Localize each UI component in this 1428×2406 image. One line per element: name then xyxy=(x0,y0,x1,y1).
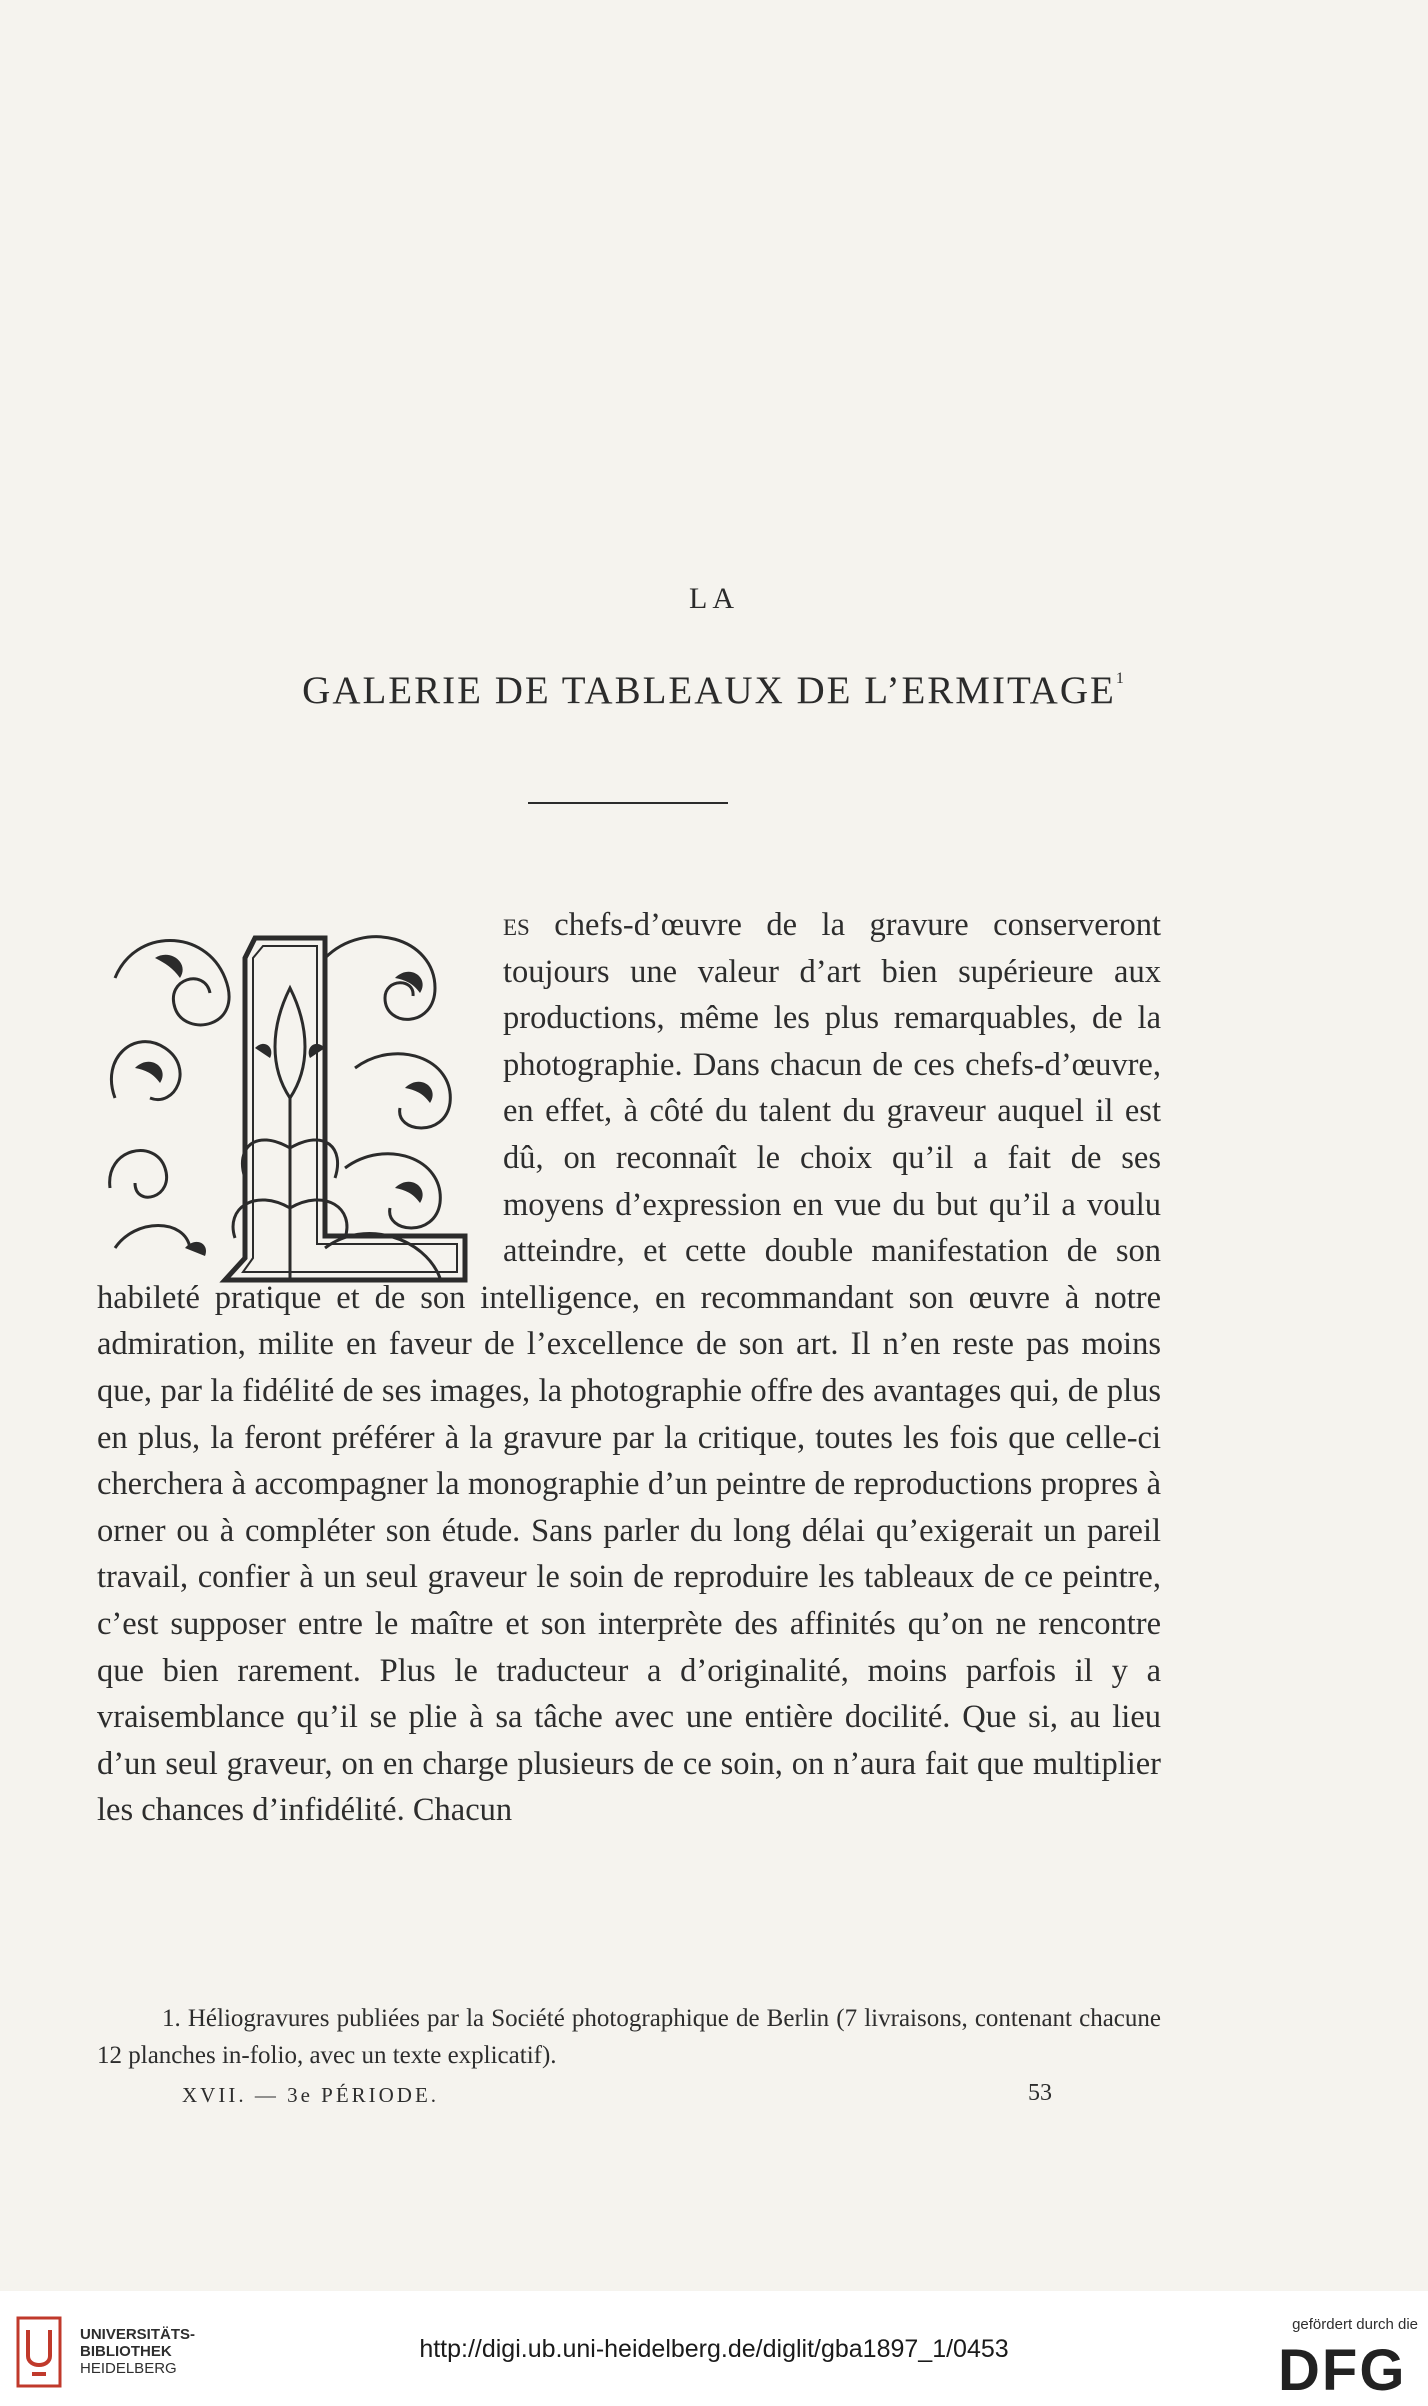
footnote xyxy=(97,2000,1161,2074)
permalink-url[interactable]: http://digi.ub.uni-heidelberg.de/diglit/gba1897_1/0453 xyxy=(419,2335,1009,2363)
body-paragraph-text: chefs-d’œuvre de la gravure conserveront toujours une valeur d’art bien supérieure aux productions, même les plus remarquables, de la photographie. Dans chacun de ces chefs-d’œuvre, en effet, à côté du talent du graveur auquel il est dû, on reconnaît le choix qu’il a fait de ses moyens d’expression en vue du but qu’il a voulu atteindre, et cette double manifestation de son habileté pratique et de son intelligence, en recommandant son œuvre à notre admiration, milite en faveur de l’excellence de son art. Il n’en reste pas moins que, par la fidélité de ses images, la photographie offre des avantages qui, de plus en plus, la feront préférer à la gravure par la critique, toutes les fois que celle-ci cherchera à accompagner la monographie d’un peintre de reproductions propres à orner ou à compléter son étude. Sans parler du long délai qu’exigerait un pareil travail, confier à un seul graveur le soin de reproduire les tableaux de ce peintre, c’est supposer entre le maître et son interprète des affinités qu’on ne rencontre que bien rarement. Plus le traducteur a d’originalité, moins parfois il y a vraisemblance qu’il se plie à sa tâche avec une entière docilité. Que si, au lieu d’un seul graveur, on en charge plusieurs de ce soin, on n’aura fait que multiplier les chances d’infidélité. Chacun xyxy=(97,907,1161,1829)
page-number: 53 xyxy=(1028,2080,1052,2106)
signature-line: XVII. — 3e PÉRIODE. xyxy=(182,2083,440,2107)
article-title-text: GALERIE DE TABLEAUX DE L’ERMITAGE xyxy=(302,669,1116,712)
body-first-chars: es xyxy=(503,907,530,943)
article-pretitle: LA xyxy=(689,582,739,615)
library-name-line3: HEIDELBERG xyxy=(80,2360,177,2377)
dfg-logo: DFG xyxy=(1278,2338,1407,2403)
article-title xyxy=(0,668,1428,713)
footnote-text: 1. Héliogravures publiées par la Société photographique de Berlin (7 livraisons, contenant chacune 12 planches in-folio, avec un texte explicatif). xyxy=(97,2005,1161,2069)
title-rule xyxy=(528,802,728,804)
initial-spacer xyxy=(97,902,503,1274)
library-name-line1: UNIVERSITÄTS- xyxy=(80,2326,196,2343)
funding-caption: gefördert durch die xyxy=(1292,2316,1418,2333)
library-name-line2: BIBLIOTHEK xyxy=(80,2343,172,2360)
body-text xyxy=(97,902,1161,1834)
footnote-marker: 1 xyxy=(1115,670,1126,687)
